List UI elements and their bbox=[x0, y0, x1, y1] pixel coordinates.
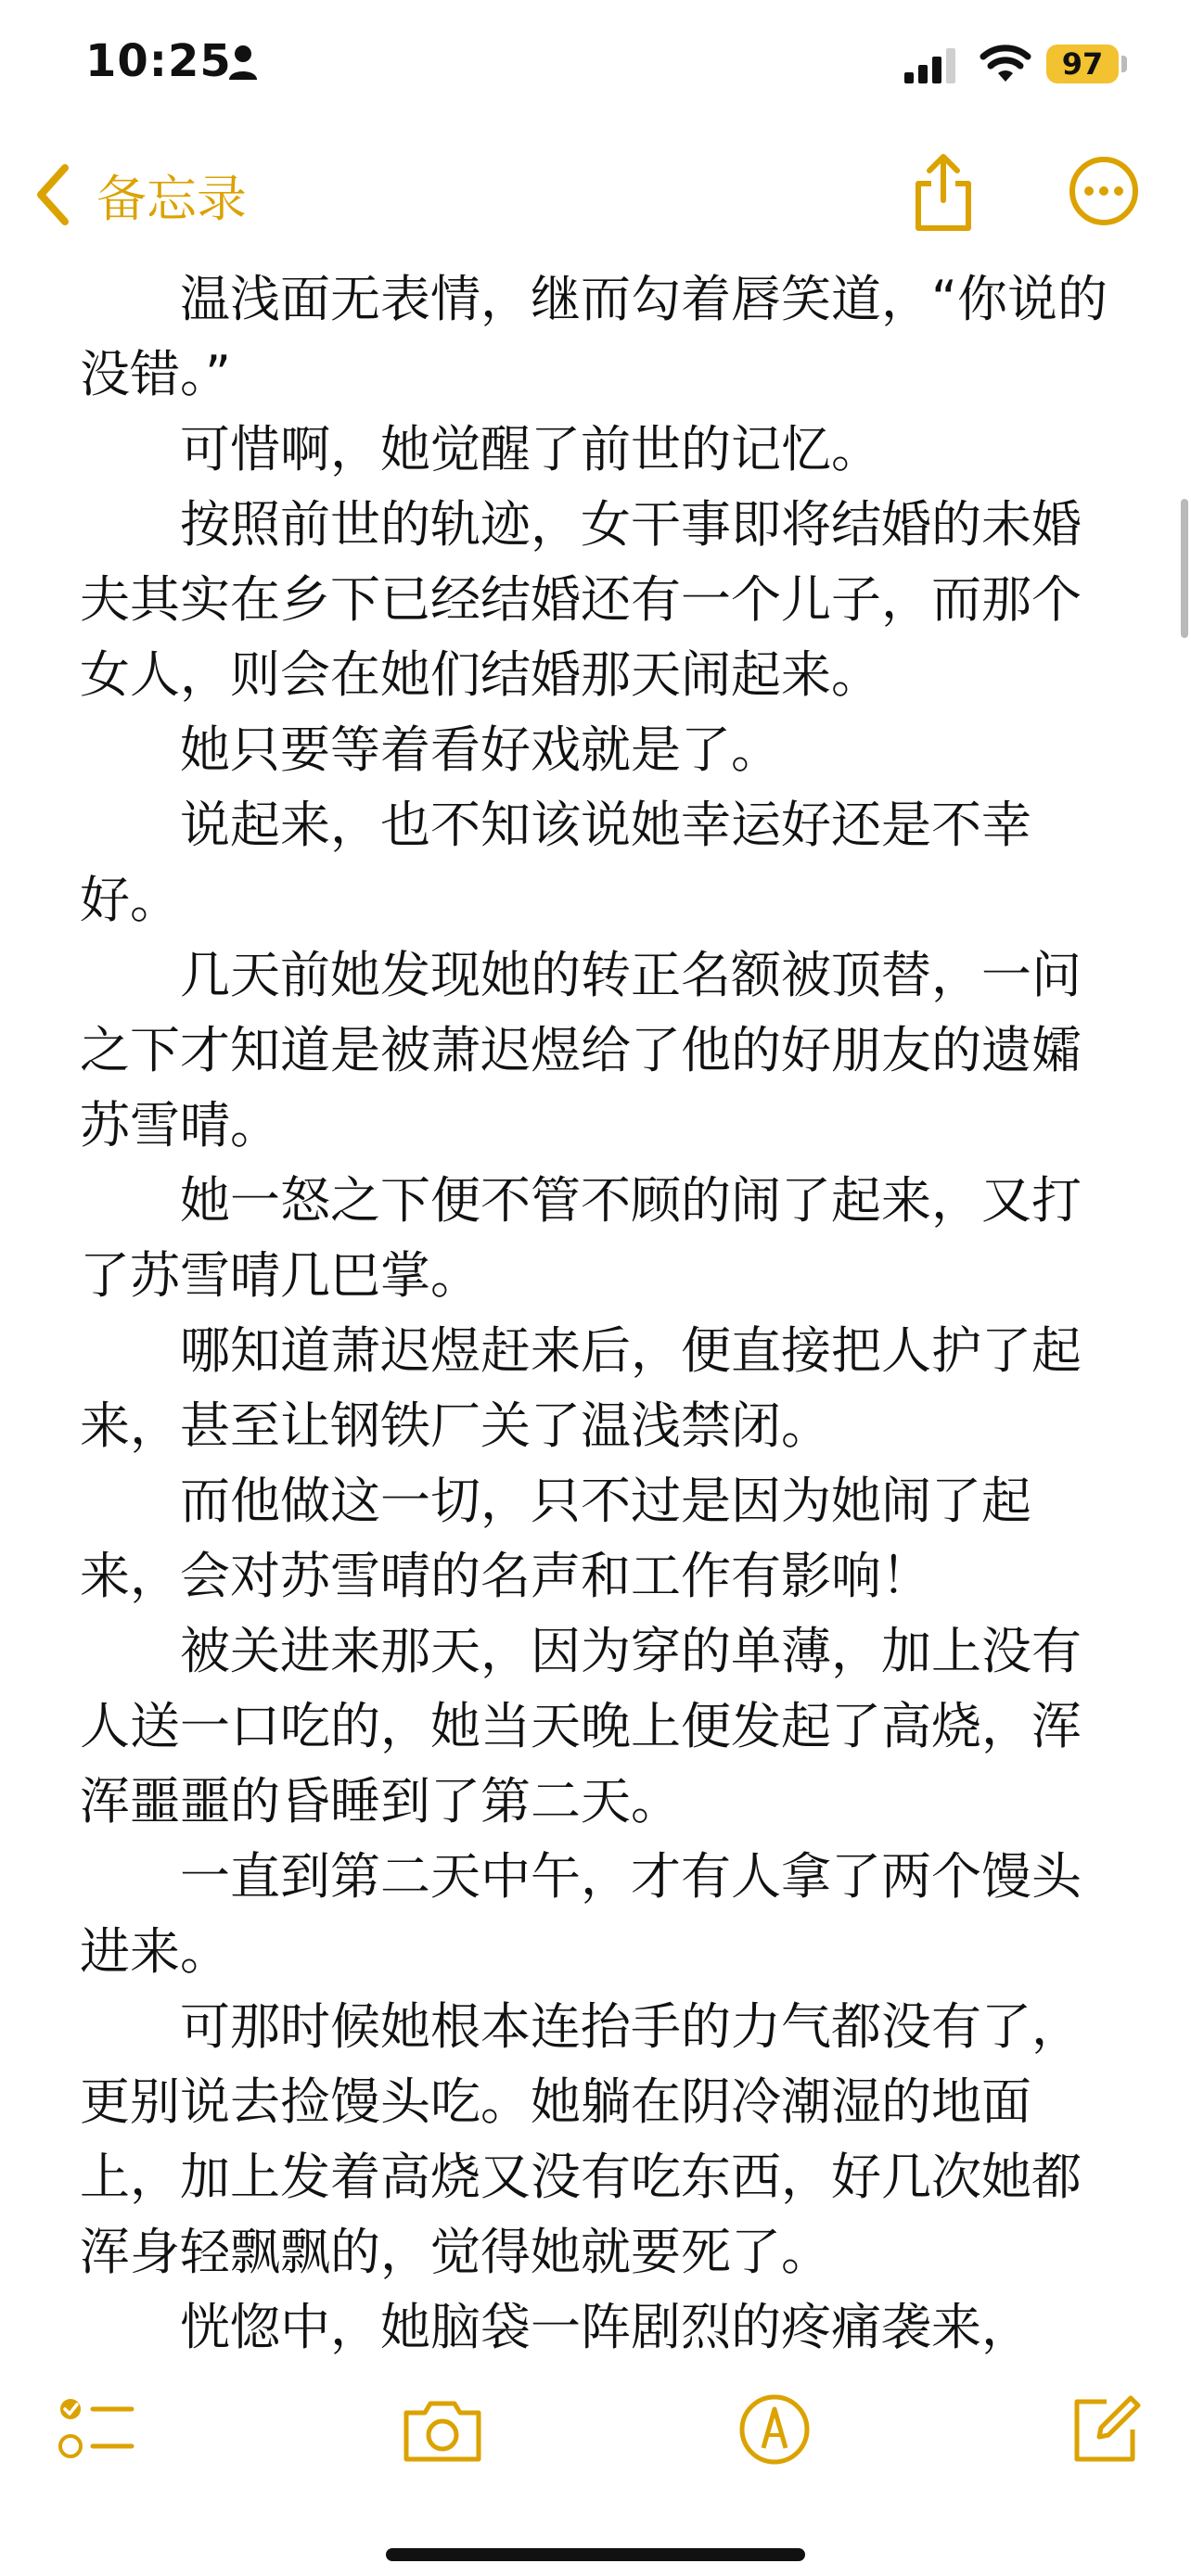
compose-button[interactable] bbox=[1063, 2388, 1146, 2471]
note-paragraph: 被关进来那天，因为穿的单薄，加上没有人送一口吃的，她当天晚上便发起了高烧，浑浑噩噩的昏睡到了第二天。 bbox=[80, 1622, 1082, 1830]
checklist-button[interactable] bbox=[56, 2388, 139, 2471]
nav-bar bbox=[0, 139, 1191, 250]
note-paragraph: 按照前世的轨迹，女干事即将结婚的未婚夫其实在乡下已经结婚还有一个儿子，而那个女人，则会在她们结婚那天闹起来。 bbox=[80, 495, 1082, 704]
note-paragraph: 恍惚中，她脑袋一阵剧烈的疼痛袭来， bbox=[180, 2298, 1031, 2356]
cellular-signal-icon bbox=[904, 48, 956, 83]
battery-nub bbox=[1121, 56, 1127, 72]
status-time: 10:25 bbox=[85, 35, 232, 87]
status-bar bbox=[0, 0, 1191, 139]
back-button[interactable] bbox=[33, 158, 247, 232]
share-icon[interactable] bbox=[911, 150, 976, 234]
compose-icon bbox=[1068, 2392, 1142, 2467]
note-paragraph: 几天前她发现她的转正名额被顶替，一问之下才知道是被萧迟煜给了他的好朋友的遗孀苏雪晴。 bbox=[80, 946, 1082, 1154]
home-indicator[interactable] bbox=[386, 2548, 805, 2561]
markup-button[interactable] bbox=[733, 2388, 816, 2471]
more-icon[interactable] bbox=[1069, 156, 1139, 226]
checklist-icon bbox=[58, 2392, 137, 2467]
person-icon bbox=[227, 45, 259, 82]
note-paragraph: 说起来，也不知该说她幸运好还是不幸好。 bbox=[80, 796, 1031, 929]
note-paragraph: 而他做这一切，只不过是因为她闹了起来，会对苏雪晴的名声和工作有影响！ bbox=[80, 1472, 1031, 1605]
note-paragraph: 她只要等着看好戏就是了。 bbox=[180, 721, 781, 779]
markup-icon bbox=[737, 2392, 812, 2467]
note-paragraph: 可惜啊，她觉醒了前世的记忆。 bbox=[180, 420, 881, 478]
back-label: 备忘录 bbox=[96, 169, 247, 228]
note-body[interactable] bbox=[80, 261, 1117, 2365]
note-paragraph: 温浅面无表情，继而勾着唇笑道，“你说的没错。” bbox=[80, 270, 1108, 403]
note-paragraph: 哪知道萧迟煜赶来后，便直接把人护了起来，甚至让钢铁厂关了温浅禁闭。 bbox=[80, 1321, 1082, 1455]
bottom-toolbar bbox=[0, 2360, 1191, 2499]
note-paragraph: 可那时候她根本连抬手的力气都没有了，更别说去捡馒头吃。她躺在阴冷潮湿的地面上，加上发着高烧又没有吃东西，好几次她都浑身轻飘飘的，觉得她就要死了。 bbox=[80, 1997, 1082, 2281]
camera-button[interactable] bbox=[401, 2388, 484, 2471]
wifi-icon bbox=[980, 45, 1031, 83]
note-paragraph: 她一怒之下便不管不顾的闹了起来，又打了苏雪晴几巴掌。 bbox=[80, 1171, 1082, 1305]
note-paragraph: 一直到第二天中午，才有人拿了两个馒头进来。 bbox=[80, 1847, 1082, 1981]
battery-icon bbox=[1046, 45, 1119, 83]
camera-icon bbox=[401, 2394, 484, 2465]
chevron-left-icon bbox=[33, 162, 70, 227]
scroll-indicator[interactable] bbox=[1181, 499, 1188, 638]
battery-level: 97 bbox=[1061, 46, 1104, 82]
